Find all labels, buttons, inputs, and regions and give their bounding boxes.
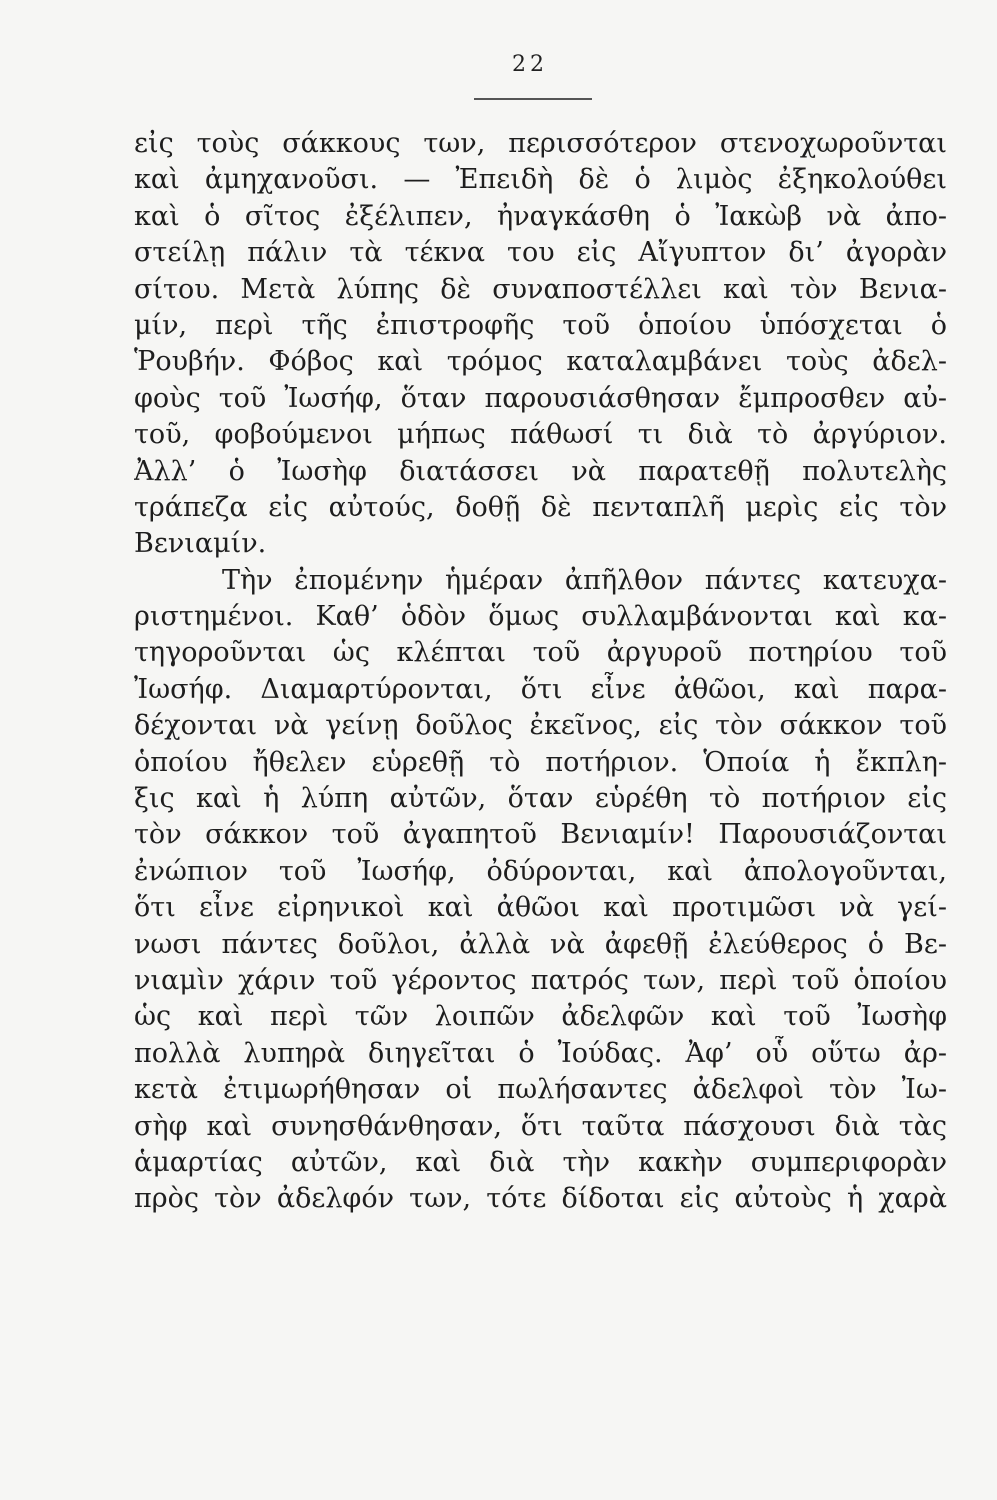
text-line: τοῦ, φοβούμενοι μήπως πάθωσί τι διὰ τὸ ἀργύριον. <box>134 419 947 451</box>
text-line: μίν, περὶ τῆς ἐπιστροφῆς τοῦ ὁποίου ὑπόσχεται ὁ <box>134 309 947 341</box>
paragraph-start-line: Τὴν ἐπομένην ἡμέραν ἀπῆλθον πάντες κατευχα- <box>222 564 947 596</box>
text-line: ἐνώπιον τοῦ Ἰωσήφ, ὀδύρονται, καὶ ἀπολογοῦνται, <box>134 855 947 887</box>
text-line: τηγοροῦνται ὡς κλέπται τοῦ ἀργυροῦ ποτηρίου τοῦ <box>134 637 947 669</box>
text-line: Ἀλλ’ ὁ Ἰωσὴφ διατάσσει νὰ παρατεθῇ πολυτελὴς <box>134 455 947 487</box>
text-line: ὁποίου ἤθελεν εὑρεθῇ τὸ ποτήριον. Ὁποία ἡ ἔκπλη- <box>134 746 947 778</box>
text-line: ξις καὶ ἡ λύπη αὐτῶν, ὅταν εὑρέθη τὸ ποτήριον εἰς <box>134 783 947 815</box>
text-line: σὴφ καὶ συνησθάνθησαν, ὅτι ταῦτα πάσχουσι διὰ τὰς <box>134 1110 947 1142</box>
text-line: τράπεζα εἰς αὐτούς, δοθῇ δὲ πενταπλῆ μερὶς εἰς τὸν <box>134 491 947 523</box>
page-number: 22 <box>512 52 548 77</box>
text-line: καὶ ἀμηχανοῦσι. — Ἐπειδὴ δὲ ὁ λιμὸς ἐξηκολούθει <box>134 164 947 196</box>
text-line: εἰς τοὺς σάκκους των, περισσότερον στενοχωροῦνται <box>134 128 947 159</box>
text-line: σίτου. Μετὰ λύπης δὲ συναποστέλλει καὶ τὸν Βενια- <box>134 273 947 305</box>
text-line: ἁμαρτίας αὐτῶν, καὶ διὰ τὴν κακὴν συμπεριφορὰν <box>134 1146 947 1178</box>
text-line: Ῥουβήν. Φόβος καὶ τρόμος καταλαμβάνει τοὺς ἀδελ- <box>134 346 947 378</box>
text-line: δέχονται νὰ γείνῃ δοῦλος ἐκεῖνος, εἰς τὸν σάκκον τοῦ <box>134 710 947 742</box>
text-line: τὸν σάκκον τοῦ ἀγαπητοῦ Βενιαμίν! Παρουσιάζονται <box>134 819 947 851</box>
paragraph-end-line: Βενιαμίν. <box>134 528 267 560</box>
header-rule <box>474 98 592 100</box>
text-line: κετὰ ἐτιμωρήθησαν οἱ πωλήσαντες ἀδελφοὶ τὸν Ἰω- <box>134 1074 947 1106</box>
text-line: ὅτι εἶνε εἰρηνικοὶ καὶ ἀθῶοι καὶ προτιμῶσι νὰ γεί- <box>134 892 947 924</box>
body-text <box>134 126 947 1218</box>
text-line: στείλῃ πάλιν τὰ τέκνα του εἰς Αἴγυπτον δι’ ἀγορὰν <box>134 237 947 269</box>
text-line: πολλὰ λυπηρὰ διηγεῖται ὁ Ἰούδας. Ἀφ’ οὗ οὕτω ἀρ- <box>134 1037 947 1069</box>
text-line: νωσι πάντες δοῦλοι, ἀλλὰ νὰ ἀφεθῇ ἐλεύθερος ὁ Βε- <box>134 928 947 960</box>
text-line: ὡς καὶ περὶ τῶν λοιπῶν ἀδελφῶν καὶ τοῦ Ἰωσὴφ <box>134 1001 947 1033</box>
text-line: πρὸς τὸν ἀδελφόν των, τότε δίδοται εἰς αὐτοὺς ἡ χαρὰ <box>134 1183 947 1215</box>
text-line: καὶ ὁ σῖτος ἐξέλιπεν, ἠναγκάσθη ὁ Ἰακὼβ νὰ ἀπο- <box>134 200 947 232</box>
text-line: Ἰωσήφ. Διαμαρτύρονται, ὅτι εἶνε ἀθῶοι, καὶ παρα- <box>134 673 947 705</box>
text-line: ριστημένοι. Καθ’ ὁδὸν ὅμως συλλαμβάνονται καὶ κα- <box>134 601 947 633</box>
text-line: φοὺς τοῦ Ἰωσήφ, ὅταν παρουσιάσθησαν ἔμπροσθεν αὐ- <box>134 382 947 414</box>
text-line: νιαμὶν χάριν τοῦ γέροντος πατρός των, περὶ τοῦ ὁποίου <box>134 964 947 996</box>
